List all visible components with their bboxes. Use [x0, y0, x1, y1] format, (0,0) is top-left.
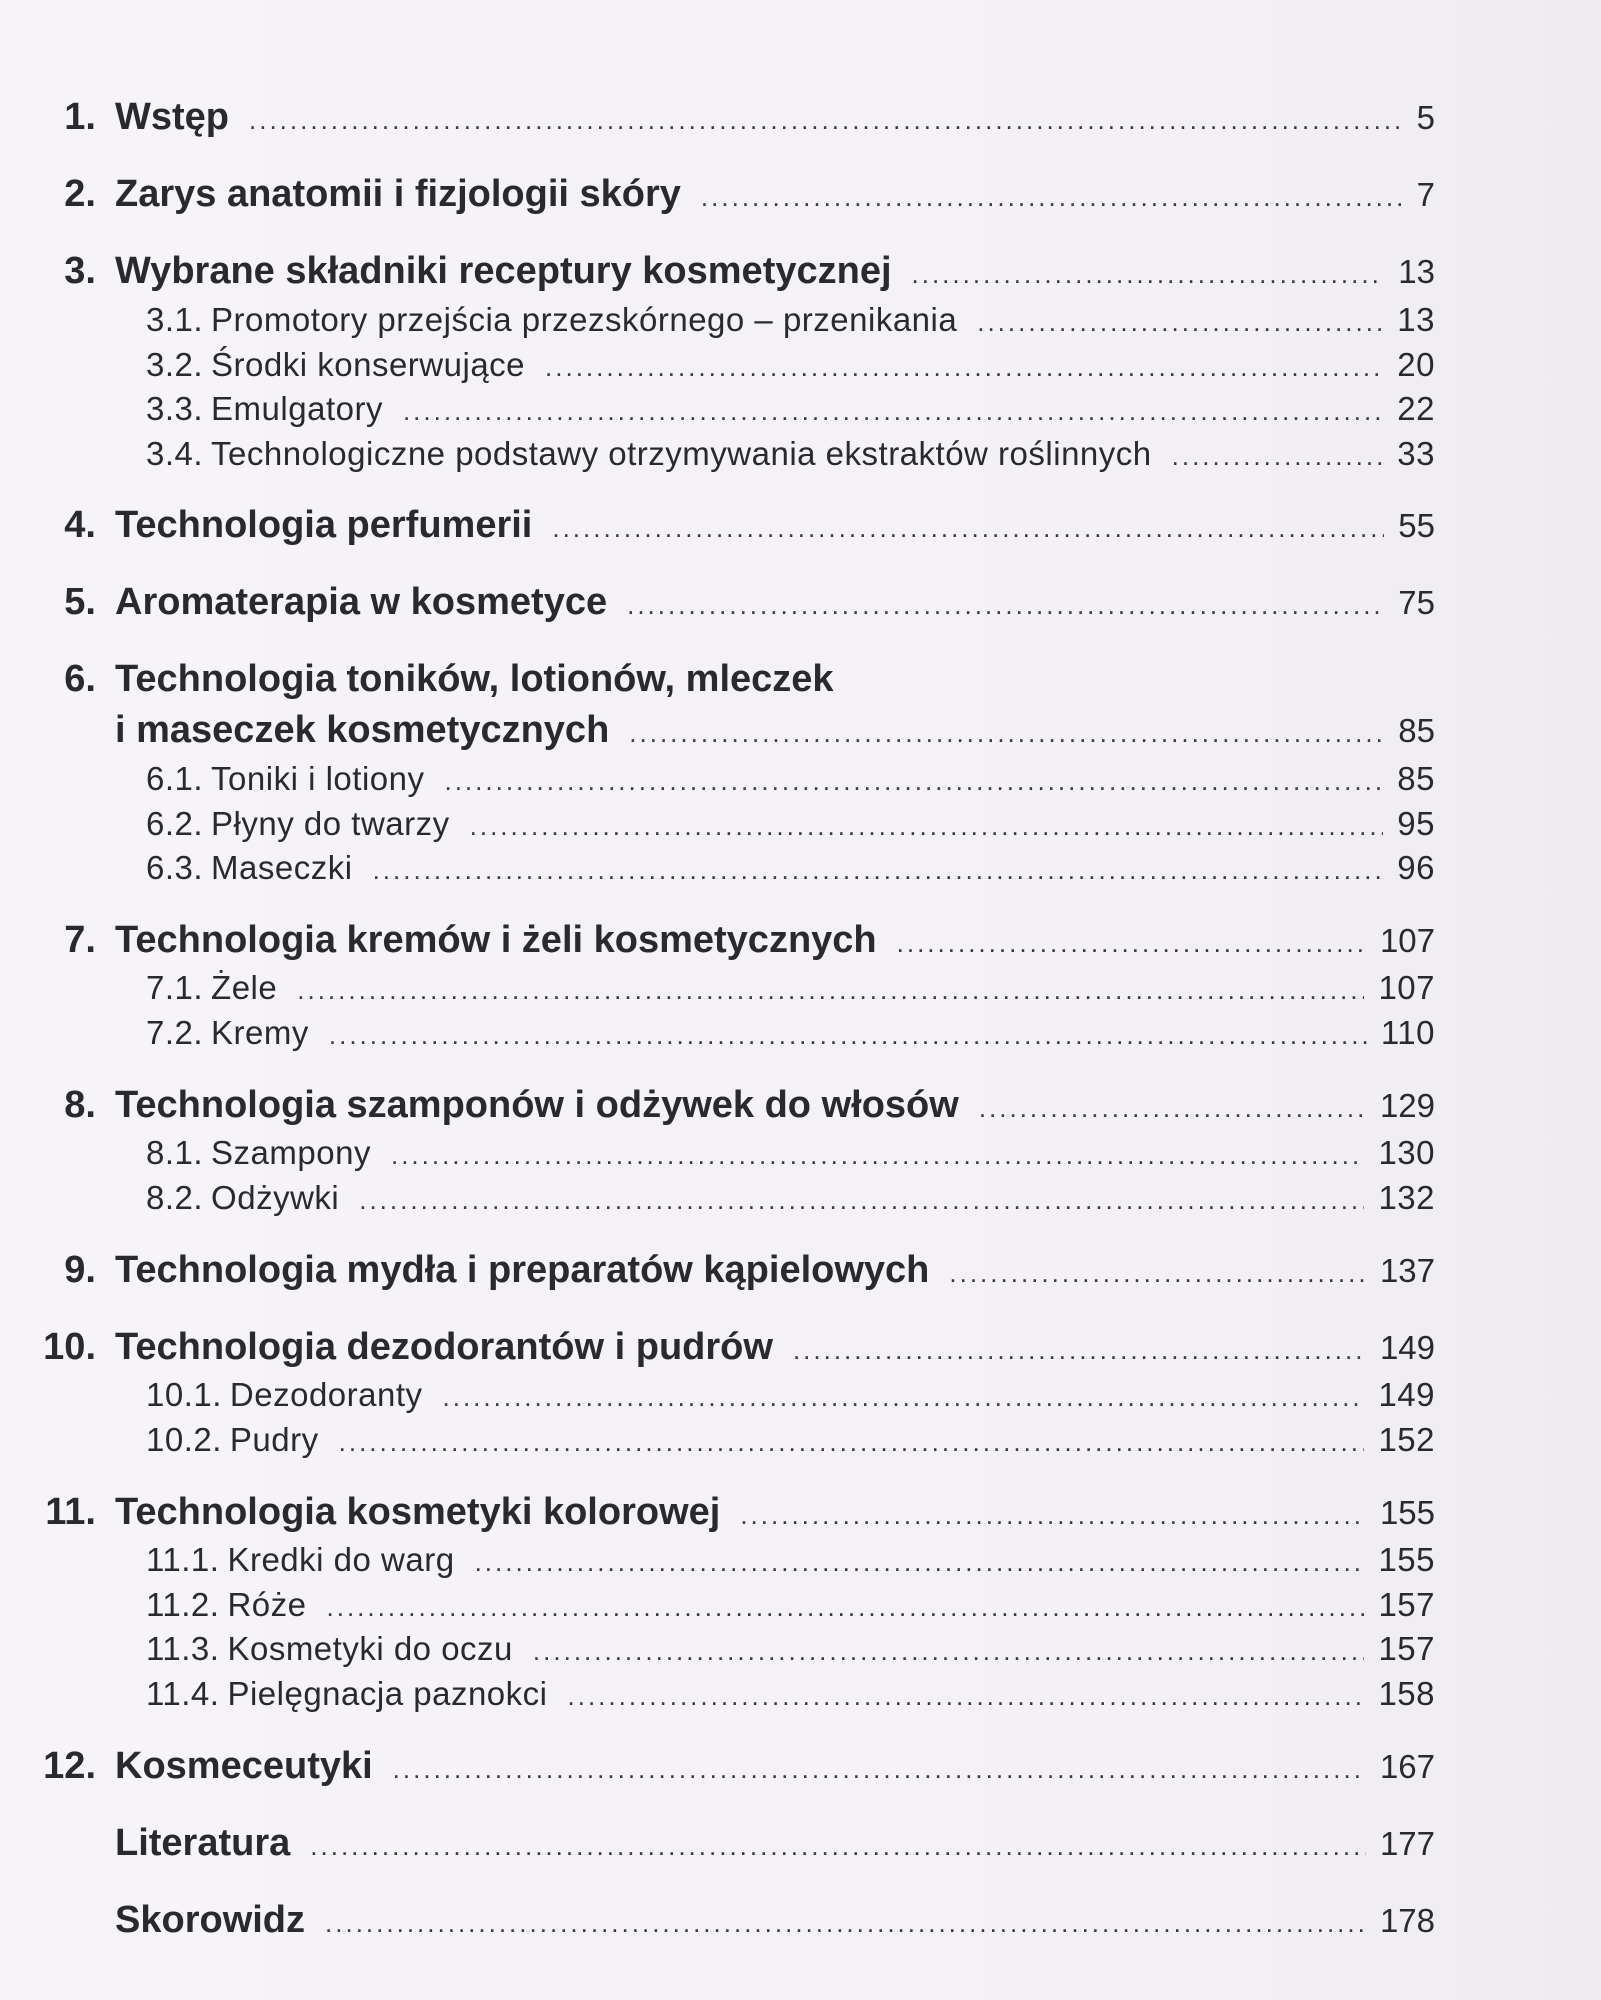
entry-page: 178 [1379, 1902, 1435, 1939]
entry-title: Literatura [115, 1822, 291, 1864]
entry-number: 11.2. [146, 1586, 220, 1623]
entry-title: Kosmeceutyki [115, 1745, 373, 1787]
entry-page: 5 [1416, 99, 1435, 136]
entry-number: 11.1. [146, 1541, 220, 1578]
dot-leader [403, 396, 1383, 427]
entry-page: 149 [1379, 1329, 1435, 1366]
entry-title: Środki konserwujące [211, 346, 526, 383]
toc-entry [0, 1822, 1435, 1865]
entry-number: 10.1. [146, 1376, 222, 1413]
entry-page: 155 [1378, 1541, 1435, 1578]
dot-leader [325, 1908, 1366, 1939]
toc-subentry [146, 1376, 1435, 1414]
toc-subentry [146, 1541, 1435, 1579]
entry-page: 155 [1379, 1494, 1435, 1531]
entry-title: Technologiczne podstawy otrzymywania ekstraktów roślinnych [211, 435, 1152, 472]
entry-title: Pudry [229, 1421, 319, 1458]
entry-number: 8.2. [146, 1179, 204, 1216]
entry-title: Technologia mydła i preparatów kąpielowych [115, 1249, 930, 1291]
entry-number: 10.2. [146, 1421, 222, 1458]
entry-number: 1. [64, 96, 96, 138]
entry-page: 7 [1416, 176, 1435, 213]
entry-title: Zarys anatomii i fizjologii skóry [115, 173, 681, 215]
entry-page: 13 [1397, 301, 1435, 338]
entry-title: Kosmetyki do oczu [227, 1630, 513, 1667]
dot-leader [393, 1754, 1366, 1785]
toc-subentry [146, 969, 1435, 1007]
entry-number: 6. [64, 658, 96, 700]
entry-title: Technologia szamponów i odżywek do włosów [115, 1084, 959, 1126]
entry-number: 3.3. [146, 390, 204, 427]
entry-number: 11.4. [146, 1675, 220, 1712]
toc-subentry [146, 390, 1435, 428]
entry-number: 8. [64, 1084, 96, 1126]
toc-subentry [146, 1179, 1435, 1217]
entry-title: Żele [211, 969, 278, 1006]
dot-leader [327, 1592, 1365, 1623]
entry-title: Wstęp [115, 96, 229, 138]
toc-subentry [146, 301, 1435, 339]
dot-leader [444, 766, 1383, 797]
dot-leader [545, 352, 1383, 383]
toc-entry [0, 1249, 1435, 1292]
toc-entry [0, 1491, 1435, 1534]
entry-title: Dezodoranty [229, 1376, 423, 1413]
entry-number: 7. [64, 919, 96, 961]
entry-number: 11. [45, 1491, 96, 1533]
entry-number: 11.3. [146, 1630, 220, 1667]
dot-leader [339, 1427, 1365, 1458]
toc-entry [0, 1084, 1435, 1127]
dot-leader [373, 855, 1384, 886]
toc-entry [0, 581, 1435, 624]
toc-subentry [146, 1675, 1435, 1713]
toc-subentry [146, 849, 1435, 887]
entry-number: 12. [43, 1745, 96, 1787]
dot-leader [359, 1185, 1364, 1216]
entry-page: 20 [1397, 346, 1435, 383]
entry-page: 107 [1379, 922, 1435, 959]
entry-title: Technologia dezodorantów i pudrów [115, 1326, 773, 1368]
toc-entry [0, 1899, 1435, 1942]
entry-page: 85 [1398, 712, 1435, 749]
entry-number: 8.1. [146, 1134, 204, 1171]
entry-title: Emulgatory [211, 390, 383, 427]
toc-subentry [146, 346, 1435, 384]
entry-number: 3.4. [146, 435, 204, 472]
toc-subentry [146, 1014, 1435, 1052]
entry-page: 75 [1398, 584, 1435, 621]
entry-number: 3.1. [146, 301, 204, 338]
entry-title: Pielęgnacja paznokci [227, 1675, 548, 1712]
entry-page: 158 [1378, 1675, 1435, 1712]
entry-number: 2. [64, 173, 96, 215]
dot-leader [329, 1020, 1367, 1051]
entry-page: 152 [1378, 1421, 1435, 1458]
entry-number: 10. [43, 1326, 96, 1368]
dot-leader [912, 259, 1385, 290]
toc-entry-continued [0, 709, 1435, 752]
dot-leader [443, 1382, 1365, 1413]
dot-leader [949, 1258, 1366, 1289]
dot-leader [1172, 441, 1384, 472]
dot-leader [627, 590, 1384, 621]
dot-leader [897, 928, 1366, 959]
toc-entry [0, 1326, 1435, 1369]
dot-leader [552, 513, 1384, 544]
toc-subentry [146, 435, 1435, 473]
entry-number: 4. [64, 504, 96, 546]
entry-title: Kremy [211, 1014, 309, 1051]
entry-number: 6.1. [146, 760, 204, 797]
toc-subentry [146, 1421, 1435, 1459]
entry-page: 85 [1397, 760, 1435, 797]
toc-subentry [146, 1630, 1435, 1668]
entry-number: 3. [64, 250, 96, 292]
entry-number: 6.2. [146, 805, 204, 842]
toc-subentry [146, 1134, 1435, 1172]
toc-entry [0, 173, 1435, 216]
entry-page: 96 [1397, 849, 1435, 886]
entry-number: 7.2. [146, 1014, 204, 1051]
toc-entry [0, 504, 1435, 547]
dot-leader [533, 1636, 1365, 1667]
entry-title: Promotory przejścia przezskórnego – przenikania [211, 301, 958, 338]
toc-entry [0, 250, 1435, 293]
dot-leader [977, 307, 1383, 338]
dot-leader [629, 718, 1384, 749]
entry-title: Kredki do warg [227, 1541, 455, 1578]
entry-title: Technologia perfumerii [115, 504, 533, 546]
entry-page: 149 [1378, 1376, 1435, 1413]
entry-page: 137 [1379, 1252, 1435, 1289]
entry-page: 13 [1398, 253, 1435, 290]
entry-title: Róże [227, 1586, 307, 1623]
entry-title: Aromaterapia w kosmetyce [115, 581, 608, 623]
entry-title: Technologia kremów i żeli kosmetycznych [115, 919, 877, 961]
entry-page: 157 [1378, 1586, 1435, 1623]
entry-page: 130 [1378, 1134, 1435, 1171]
entry-number: 7.1. [146, 969, 204, 1006]
entry-page: 167 [1379, 1748, 1435, 1785]
dot-leader [249, 105, 1403, 136]
entry-page: 110 [1380, 1014, 1435, 1051]
entry-number: 9. [64, 1249, 96, 1291]
dot-leader [740, 1500, 1366, 1531]
toc-entry [0, 658, 1435, 701]
dot-leader [701, 182, 1403, 213]
dot-leader [470, 811, 1384, 842]
entry-page: 33 [1397, 435, 1435, 472]
toc-entry [0, 96, 1435, 139]
toc-entry [0, 919, 1435, 962]
entry-title: Płyny do twarzy [211, 805, 450, 842]
entry-number: 6.3. [146, 849, 204, 886]
entry-title: Technologia kosmetyki kolorowej [115, 1491, 721, 1533]
dot-leader [391, 1140, 1364, 1171]
toc-subentry [146, 760, 1435, 798]
entry-page: 129 [1379, 1087, 1435, 1124]
entry-page: 22 [1397, 390, 1435, 427]
toc-subentry [146, 805, 1435, 843]
entry-page: 107 [1378, 969, 1435, 1006]
entry-number: 5. [64, 581, 96, 623]
entry-title: Technologia toników, lotionów, mleczek [115, 658, 834, 700]
dot-leader [475, 1547, 1365, 1578]
entry-title: Wybrane składniki receptury kosmetycznej [115, 250, 892, 292]
dot-leader [297, 975, 1364, 1006]
entry-page: 157 [1378, 1630, 1435, 1667]
entry-page: 132 [1378, 1179, 1435, 1216]
dot-leader [568, 1681, 1365, 1712]
entry-title: Maseczki [211, 849, 353, 886]
entry-page: 177 [1379, 1825, 1435, 1862]
entry-title: Skorowidz [115, 1899, 306, 1941]
entry-page: 95 [1397, 805, 1435, 842]
toc-subentry [146, 1586, 1435, 1624]
entry-title: Szampony [211, 1134, 371, 1171]
toc-entry [0, 1745, 1435, 1788]
dot-leader [310, 1831, 1366, 1862]
entry-title: Toniki i lotiony [211, 760, 425, 797]
entry-title: i maseczek kosmetycznych [115, 709, 610, 751]
entry-number: 3.2. [146, 346, 204, 383]
dot-leader [979, 1093, 1366, 1124]
entry-page: 55 [1398, 507, 1435, 544]
entry-title: Odżywki [211, 1179, 340, 1216]
dot-leader [793, 1335, 1366, 1366]
